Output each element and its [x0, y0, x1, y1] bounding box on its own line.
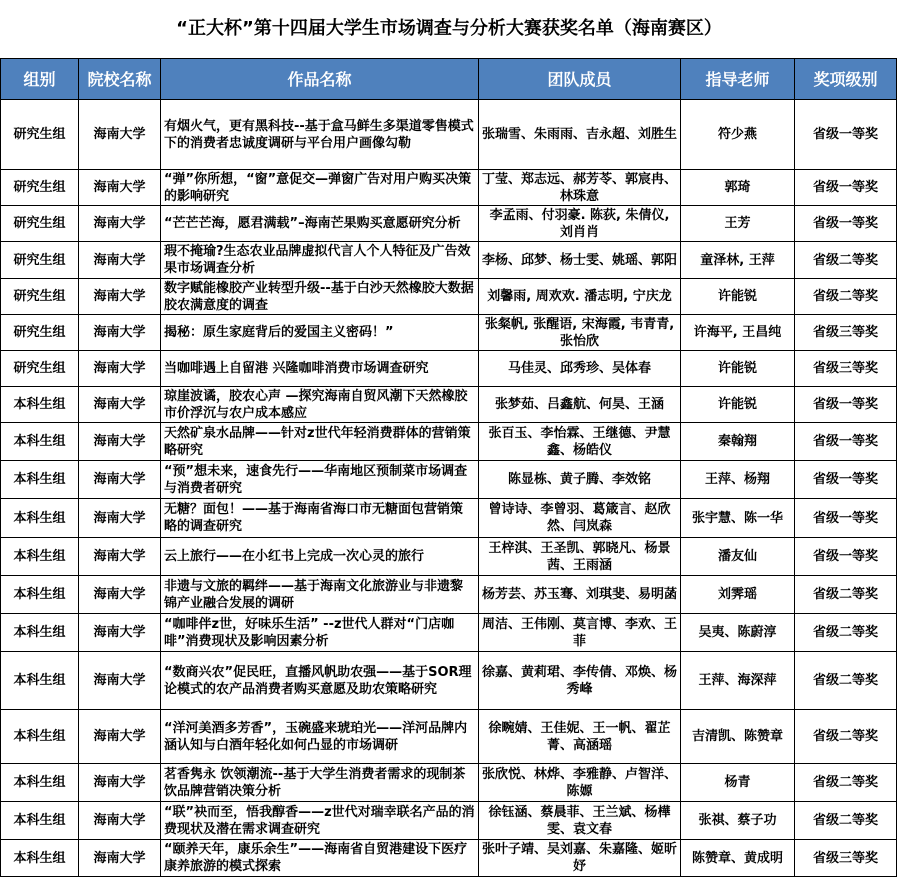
- table-row: [1, 279, 897, 315]
- table-row: [1, 802, 897, 840]
- cell-group: 本科生组: [1, 614, 79, 652]
- cell-school: 海南大学: [79, 802, 161, 840]
- cell-award: 省级二等奖: [795, 710, 897, 764]
- cell-group: 本科生组: [1, 710, 79, 764]
- header-group: 组别: [1, 59, 79, 100]
- cell-team: 李杨、邱梦、杨士雯、姚瑶、郭阳: [479, 242, 681, 279]
- cell-work: 无糖？面包！——基于海南省海口市无糖面包营销策略的调查研究: [161, 499, 479, 538]
- cell-team: 张欣悦、林烨、李雅静、卢智洋、陈嫄: [479, 764, 681, 802]
- cell-group: 本科生组: [1, 387, 79, 423]
- cell-school: 海南大学: [79, 315, 161, 351]
- cell-advisor: 吉清凯、陈赞章: [681, 710, 795, 764]
- award-table: [0, 58, 897, 877]
- cell-team: 张叶子靖、吴刘嘉、朱嘉隆、姬昕妤: [479, 840, 681, 877]
- cell-school: 海南大学: [79, 206, 161, 242]
- table-row: [1, 461, 897, 499]
- cell-advisor: 许能锐: [681, 387, 795, 423]
- table-row: [1, 538, 897, 576]
- cell-group: 研究生组: [1, 315, 79, 351]
- cell-school: 海南大学: [79, 279, 161, 315]
- cell-advisor: 杨青: [681, 764, 795, 802]
- cell-work: “咖啡伴z世，好味乐生活” --z世代人群对“门店咖啡”消费现状及影响因素分析: [161, 614, 479, 652]
- cell-work: 天然矿泉水品牌——针对z世代年轻消费群体的营销策略研究: [161, 423, 479, 461]
- cell-advisor: 符少燕: [681, 100, 795, 170]
- cell-team: 杨芳芸、苏玉骞、刘琪斐、易明菡: [479, 576, 681, 614]
- cell-advisor: 陈赞章、黄成明: [681, 840, 795, 877]
- table-row: [1, 423, 897, 461]
- header-advisor: 指导老师: [681, 59, 795, 100]
- header-work: 作品名称: [161, 59, 479, 100]
- cell-school: 海南大学: [79, 652, 161, 710]
- cell-team: 曾诗诗、李曾羽、葛箴言、赵欣然、闫岚森: [479, 499, 681, 538]
- cell-group: 研究生组: [1, 100, 79, 170]
- cell-award: 省级一等奖: [795, 423, 897, 461]
- cell-award: 省级一等奖: [795, 538, 897, 576]
- cell-work: 有烟火气，更有黑科技--基于盒马鲜生多渠道零售模式下的消费者忠诚度调研与平台用户画像勾勒: [161, 100, 479, 170]
- cell-award: 省级三等奖: [795, 315, 897, 351]
- cell-work: 数字赋能橡胶产业转型升级--基于白沙天然橡胶大数据胶农满意度的调查: [161, 279, 479, 315]
- cell-award: 省级一等奖: [795, 206, 897, 242]
- cell-advisor: 张宇慧、陈一华: [681, 499, 795, 538]
- cell-award: 省级二等奖: [795, 614, 897, 652]
- cell-group: 研究生组: [1, 242, 79, 279]
- cell-group: 研究生组: [1, 279, 79, 315]
- cell-award: 省级二等奖: [795, 279, 897, 315]
- cell-award: 省级一等奖: [795, 499, 897, 538]
- cell-group: 研究生组: [1, 351, 79, 387]
- cell-work: “颐养天年，康乐余生”——海南省自贸港建设下医疗康养旅游的模式探索: [161, 840, 479, 877]
- table-row: [1, 242, 897, 279]
- cell-school: 海南大学: [79, 170, 161, 206]
- cell-advisor: 王萍、海深萍: [681, 652, 795, 710]
- cell-advisor: 潘友仙: [681, 538, 795, 576]
- cell-group: 本科生组: [1, 764, 79, 802]
- cell-team: 张百玉、李怡霖、王继德、尹慧鑫、杨皓仪: [479, 423, 681, 461]
- table-row: [1, 351, 897, 387]
- cell-group: 本科生组: [1, 576, 79, 614]
- cell-work: 揭秘：原生家庭背后的爱国主义密码！”: [161, 315, 479, 351]
- header-award: 奖项级别: [795, 59, 897, 100]
- table-row: [1, 100, 897, 170]
- cell-group: 研究生组: [1, 170, 79, 206]
- cell-team: 张梦茹、吕鑫航、何昊、王涵: [479, 387, 681, 423]
- cell-school: 海南大学: [79, 840, 161, 877]
- cell-work: 瑕不掩瑜?生态农业品牌虚拟代言人个人特征及广告效果市场调查分析: [161, 242, 479, 279]
- cell-work: “弹”你所想，“窗”意促交—弹窗广告对用户购买决策的影响研究: [161, 170, 479, 206]
- table-row: [1, 614, 897, 652]
- cell-group: 本科生组: [1, 802, 79, 840]
- cell-school: 海南大学: [79, 710, 161, 764]
- cell-award: 省级二等奖: [795, 576, 897, 614]
- table-row: [1, 576, 897, 614]
- table-row: [1, 315, 897, 351]
- table-row: [1, 840, 897, 877]
- cell-work: 非遗与文旅的羁绊——基于海南文化旅游业与非遗黎锦产业融合发展的调研: [161, 576, 479, 614]
- cell-work: “芒芒芒海，愿君满载”–海南芒果购买意愿研究分析: [161, 206, 479, 242]
- cell-school: 海南大学: [79, 576, 161, 614]
- cell-team: 徐嘉、黄莉珺、李传倩、邓焕、杨秀峰: [479, 652, 681, 710]
- cell-advisor: 许能锐: [681, 279, 795, 315]
- cell-group: 本科生组: [1, 461, 79, 499]
- cell-award: 省级一等奖: [795, 170, 897, 206]
- table-row: [1, 764, 897, 802]
- cell-group: 本科生组: [1, 499, 79, 538]
- cell-school: 海南大学: [79, 461, 161, 499]
- header-school: 院校名称: [79, 59, 161, 100]
- cell-advisor: 童泽林, 王萍: [681, 242, 795, 279]
- cell-group: 本科生组: [1, 423, 79, 461]
- cell-team: 李孟雨、付羽豪. 陈荻, 朱倩仪, 刘肖肖: [479, 206, 681, 242]
- table-row: [1, 170, 897, 206]
- cell-work: “预”想未来，速食先行——华南地区预制菜市场调查与消费者研究: [161, 461, 479, 499]
- cell-group: 研究生组: [1, 206, 79, 242]
- table-row: [1, 652, 897, 710]
- cell-advisor: 吴夷、陈蔚淳: [681, 614, 795, 652]
- cell-team: 王梓淇、王圣凯、郭晓凡、杨景茜、王雨涵: [479, 538, 681, 576]
- cell-team: 丁莹、郑志远、郝芳苓、郭宸冉、林珠意: [479, 170, 681, 206]
- cell-team: 刘馨雨, 周欢欢. 潘志明, 宁庆龙: [479, 279, 681, 315]
- cell-team: 徐畹婧、王佳妮、王一帆、翟芷菁、高涵瑶: [479, 710, 681, 764]
- header-team: 团队成员: [479, 59, 681, 100]
- cell-school: 海南大学: [79, 100, 161, 170]
- cell-advisor: 王萍、杨翔: [681, 461, 795, 499]
- cell-work: 茗香隽永 饮领潮流--基于大学生消费者需求的现制茶饮品牌营销决策分析: [161, 764, 479, 802]
- cell-school: 海南大学: [79, 242, 161, 279]
- cell-work: “数商兴农”促民旺，直播风帆助农强——基于SOR理论模式的农产品消费者购买意愿及助农策略研究: [161, 652, 479, 710]
- cell-award: 省级一等奖: [795, 387, 897, 423]
- table-header-row: [1, 59, 897, 100]
- cell-advisor: 刘霁瑶: [681, 576, 795, 614]
- cell-school: 海南大学: [79, 387, 161, 423]
- cell-work: 当咖啡遇上自留港 兴隆咖啡消费市场调查研究: [161, 351, 479, 387]
- cell-award: 省级一等奖: [795, 461, 897, 499]
- cell-school: 海南大学: [79, 423, 161, 461]
- cell-group: 本科生组: [1, 652, 79, 710]
- cell-school: 海南大学: [79, 614, 161, 652]
- cell-award: 省级二等奖: [795, 652, 897, 710]
- table-row: [1, 387, 897, 423]
- table-row: [1, 206, 897, 242]
- cell-award: 省级二等奖: [795, 802, 897, 840]
- cell-school: 海南大学: [79, 351, 161, 387]
- cell-team: 徐钰涵、蔡晨菲、王兰斌、杨樺雯、袁文春: [479, 802, 681, 840]
- cell-work: “洋河美酒多芳香”，玉碗盛来琥珀光——洋河品牌内涵认知与白酒年轻化如何凸显的市场调研: [161, 710, 479, 764]
- cell-group: 本科生组: [1, 840, 79, 877]
- cell-work: 云上旅行——在小红书上完成一次心灵的旅行: [161, 538, 479, 576]
- cell-award: 省级二等奖: [795, 242, 897, 279]
- cell-school: 海南大学: [79, 764, 161, 802]
- cell-award: 省级一等奖: [795, 100, 897, 170]
- cell-advisor: 许海平, 王昌纯: [681, 315, 795, 351]
- cell-advisor: 张祺、蔡子功: [681, 802, 795, 840]
- cell-award: 省级二等奖: [795, 764, 897, 802]
- cell-award: 省级三等奖: [795, 840, 897, 877]
- page-title: “正大杯”第十四届大学生市场调查与分析大赛获奖名单（海南赛区）: [176, 18, 722, 39]
- cell-advisor: 郭琦: [681, 170, 795, 206]
- table-row: [1, 710, 897, 764]
- cell-team: 马佳灵、邱秀珍、吴体春: [479, 351, 681, 387]
- cell-team: 张粲帆, 张醒语, 宋海霞, 韦青青, 张怡欣: [479, 315, 681, 351]
- cell-team: 陈显栋、黄子腾、李效铭: [479, 461, 681, 499]
- cell-award: 省级三等奖: [795, 351, 897, 387]
- cell-team: 张瑞雪、朱雨雨、吉永超、刘胜生: [479, 100, 681, 170]
- cell-group: 本科生组: [1, 538, 79, 576]
- table-row: [1, 499, 897, 538]
- cell-work: “联”袂而至，悟我醇香——z世代对瑞幸联名产品的消费现状及潜在需求调查研究: [161, 802, 479, 840]
- cell-advisor: 秦翰翔: [681, 423, 795, 461]
- cell-school: 海南大学: [79, 538, 161, 576]
- cell-advisor: 王芳: [681, 206, 795, 242]
- cell-advisor: 许能锐: [681, 351, 795, 387]
- cell-school: 海南大学: [79, 499, 161, 538]
- cell-work: 琼崖波谲，胶农心声 —探究海南自贸风潮下天然橡胶市价浮沉与农户成本感应: [161, 387, 479, 423]
- cell-team: 周洁、王伟刚、莫言博、李欢、王菲: [479, 614, 681, 652]
